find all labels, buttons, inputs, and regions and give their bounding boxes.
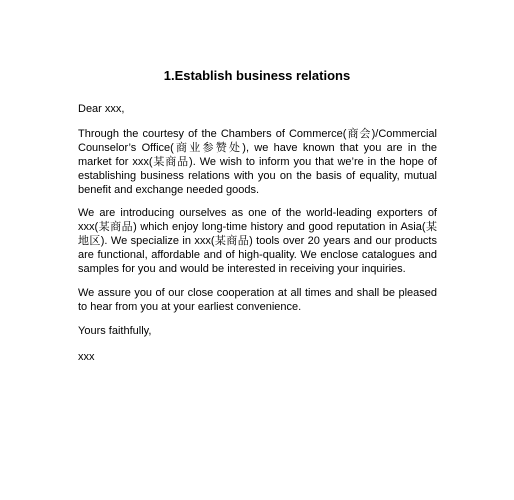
letter-signature: xxx	[78, 351, 95, 363]
letter-paragraph-1: Through the courtesy of the Chambers of Commerce(商会)/Commercial Counselor’s Office(商业参赞处), we have known that you are in the market for xxx(某商品). We wish to inform you that we’re in the hope of establishing business relations with you on the basis of equality, mutual benefit and exchange needed goods.	[78, 128, 437, 196]
letter-title: 1.Establish business relations	[163, 68, 351, 83]
letter-closing: Yours faithfully,	[78, 325, 152, 337]
letter-greeting: Dear xxx,	[78, 103, 125, 115]
letter-paragraph-3: We assure you of our close cooperation at all times and shall be pleased to hear from you at your earliest convenience.	[78, 287, 437, 313]
letter-paragraph-2: We are introducing ourselves as one of the world-leading exporters of xxx(某商品) which enjoy long-time history and good reputation in Asia(某地区). We specialize in xxx(某商品) tools over 20 years and our products are functional, affordable and of high-quality. We enclose catalogues and samples for you and would be interested in receiving your inquiries.	[78, 207, 437, 275]
